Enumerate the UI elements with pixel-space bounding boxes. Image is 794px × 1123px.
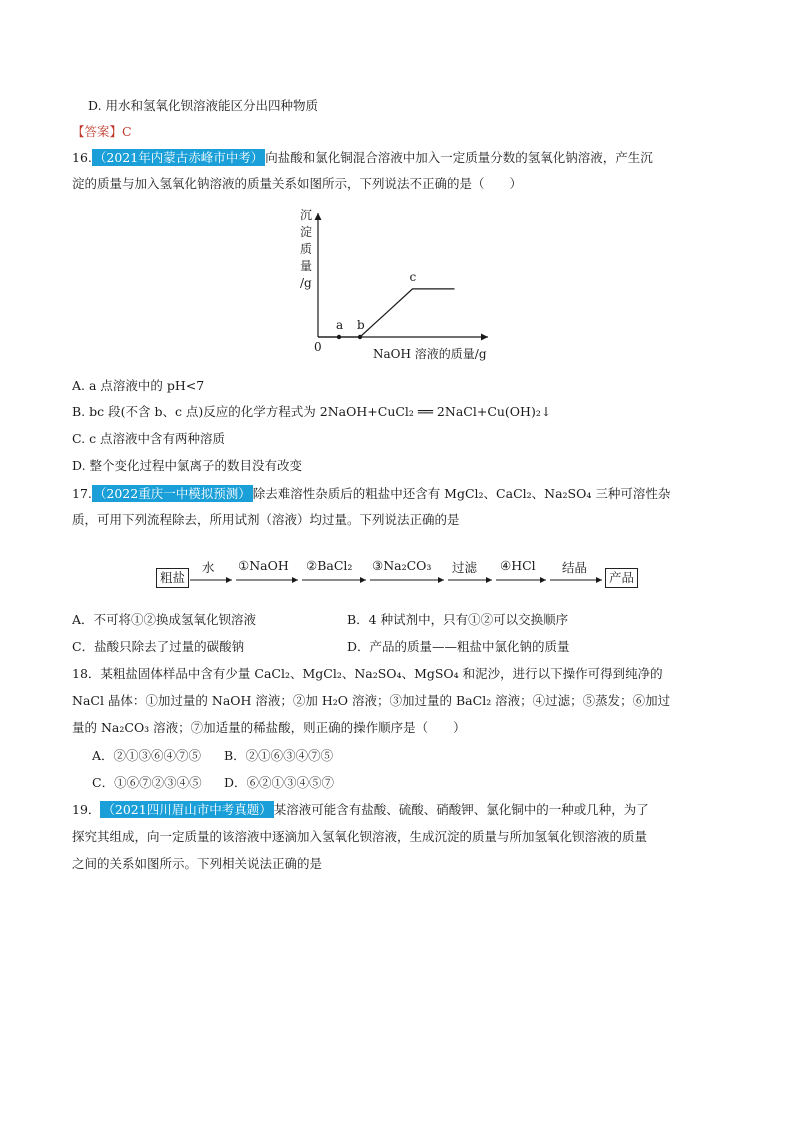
point-a-marker [337, 335, 341, 339]
point-b-label: b [357, 318, 365, 332]
point-a-label: a [336, 318, 344, 332]
q16-source-tag: （2021年内蒙古赤峰市中考） [93, 150, 264, 165]
point-b-marker [358, 335, 362, 339]
q17-number: 17. [72, 486, 92, 501]
q18-option-a: A．②①③⑥④⑦⑤ [92, 748, 202, 763]
q16-option-c: C. c 点溶液中含有两种溶质 [72, 431, 226, 446]
q17-option-b: B．4 种试剂中，只有①②可以交换顺序 [347, 612, 569, 627]
q17-source-tag: （2022重庆一中模拟预测） [93, 486, 251, 501]
flow-step-naoh: ①NaOH [238, 558, 289, 573]
q18-option-c: C．①⑥⑦②③④⑤ [92, 775, 202, 790]
flow-step-bacl2: ②BaCl₂ [306, 558, 353, 573]
q19-stem-line1 [72, 800, 649, 818]
y-axis-label-char: /g [300, 276, 312, 290]
q17-option-d: D．产品的质量——粗盐中氯化钠的质量 [347, 639, 570, 654]
y-axis-label-char: 沉 [300, 208, 313, 222]
q17-option-c: C．盐酸只除去了过量的碳酸钠 [72, 639, 245, 654]
flow-step-filter: 过滤 [452, 560, 478, 575]
q16-stem-line2: 淀的质量与加入氢氧化钠溶液的质量关系如图所示，下列说法不正确的是（ ） [72, 176, 523, 191]
q16-number: 16. [72, 150, 92, 165]
q17-stem-line1 [72, 484, 670, 502]
q18-line2: NaCl 晶体：①加过量的 NaOH 溶液；②加 H₂O 溶液；③加过量的 BaCl₂ 溶液；④过滤；⑤蒸发；⑥加过 [72, 693, 671, 708]
flow-step-na2co3: ③Na₂CO₃ [372, 558, 432, 573]
q19-number: 19． [72, 802, 101, 817]
flow-start-box: 粗盐 [156, 568, 189, 588]
q19-source-tag: （2021四川眉山市中考真题） [102, 802, 272, 817]
x-axis-label: NaOH 溶液的质量/g [373, 347, 487, 361]
flow-arrows [188, 574, 608, 586]
q16-stem-line1 [72, 148, 653, 166]
y-axis-label-char: 质 [300, 242, 313, 256]
q17-option-a: A．不可将①②换成氢氧化钡溶液 [72, 612, 257, 627]
q17-stem-line2: 质，可用下列流程除去，所用试剂（溶液）均过量。下列说法正确的是 [72, 512, 460, 527]
q16-chart [290, 205, 510, 365]
q17-stem-text1: 除去难溶性杂质后的粗盐中还含有 MgCl₂、CaCl₂、Na₂SO₄ 三种可溶性杂 [252, 486, 671, 501]
y-axis-label [300, 208, 312, 290]
q18-option-b: B．②①⑥③④⑦⑤ [224, 748, 334, 763]
q19-stem-line3: 之间的关系如图所示。下列相关说法正确的是 [72, 856, 323, 871]
q16-option-a: A. a 点溶液中的 pH<7 [72, 378, 205, 393]
y-axis-label-char: 淀 [300, 225, 313, 239]
point-c-label: c [409, 269, 417, 284]
flow-step-hcl: ④HCl [500, 558, 536, 573]
q18-line3: 量的 Na₂CO₃ 溶液；⑦加适量的稀盐酸，则正确的操作顺序是（ ） [72, 720, 466, 735]
q16-option-b: B. bc 段(不含 b、c 点)反应的化学方程式为 2NaOH+CuCl₂ ══ 2NaCl+Cu(OH)₂↓ [72, 404, 552, 419]
q16-option-d: D. 整个变化过程中氯离子的数目没有改变 [72, 458, 303, 473]
y-axis-label-char: 量 [300, 259, 313, 273]
q18-option-d: D．⑥②①③④⑤⑦ [224, 775, 335, 790]
q16-stem-text1: 向盐酸和氯化铜混合溶液中加入一定质量分数的氢氧化钠溶液，产生沉 [265, 150, 653, 165]
origin-label: 0 [314, 340, 322, 354]
q15-option-d: D. 用水和氢氧化钡溶液能区分出四种物质 [88, 98, 319, 113]
flow-end-box: 产品 [605, 568, 638, 588]
q19-stem-line2: 探究其组成，向一定质量的该溶液中逐滴加入氢氧化钡溶液，生成沉淀的质量与所加氢氧化钡溶液的质量 [72, 829, 648, 844]
q19-stem-text1: 某溶液可能含有盐酸、硫酸、硝酸钾、氯化铜中的一种或几种，为了 [273, 802, 649, 817]
flow-step-water: 水 [202, 560, 215, 575]
flow-step-crystallize: 结晶 [562, 560, 588, 575]
q18-line1: 18．某粗盐固体样品中含有少量 CaCl₂、MgCl₂、Na₂SO₄、MgSO₄ 和泥沙，进行以下操作可得到纯净的 [72, 666, 663, 681]
q15-answer: 【答案】C [72, 124, 132, 139]
